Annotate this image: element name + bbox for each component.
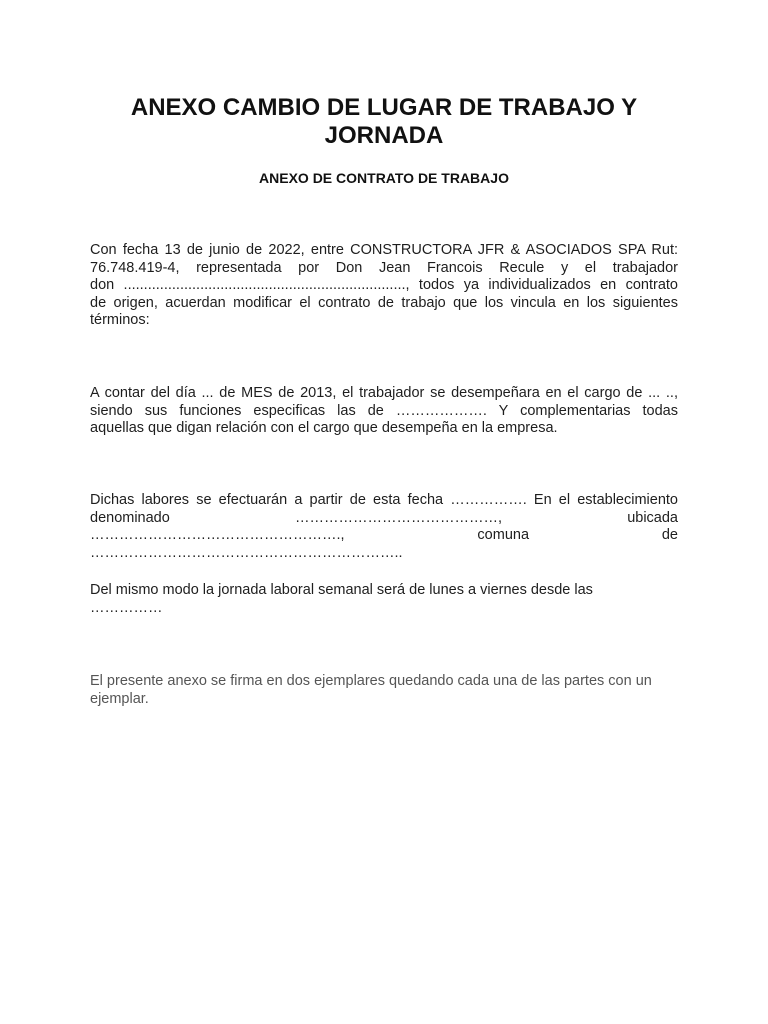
paragraph-line: de origen, acuerdan modificar el contrato de trabajo que los vincula en los siguientes [90,294,678,311]
paragraph-line: Dichas labores se efectuarán a partir de esta fecha ……………. En el establecimiento [90,492,678,508]
paragraph-line: siendo sus funciones especificas las de ………………. Y complementarias todas [90,402,678,419]
paragraph-workplace [90,492,678,562]
paragraph-position [90,385,678,438]
paragraph-line: A contar del día ... de MES de 2013, el trabajador se desempeñara en el cargo de ... .., [90,385,678,401]
paragraph-signature-note [90,673,678,708]
document-subtitle: ANEXO DE CONTRATO DE TRABAJO [259,170,509,186]
paragraph-line: 76.748.419-4, representada por Don Jean Francois Recule y el trabajador [90,259,678,276]
paragraph-line: don ......................................................................, todos ya individualizados en contrato [90,277,678,293]
paragraph-line: términos: [90,312,150,328]
paragraph-line: aquellas que digan relación con el cargo que desempeña en la empresa. [90,420,558,436]
paragraph-line: El presente anexo se firma en dos ejemplares quedando cada una de las partes con un [90,673,652,689]
paragraph-line: denominado ……………………………………, ubicada [90,509,678,526]
document-title: ANEXO CAMBIO DE LUGAR DE TRABAJO Y JORNADA [130,94,638,149]
paragraph-line: Con fecha 13 de junio de 2022, entre CONSTRUCTORA JFR & ASOCIADOS SPA Rut: [90,242,678,258]
paragraph-line: ……………………………………………., comuna de [90,527,678,543]
paragraph-line: ejemplar. [90,690,149,707]
paragraph-line: Del mismo modo la jornada laboral semanal será de lunes a viernes desde las [90,582,593,598]
paragraph-contract-parties [90,242,678,330]
paragraph-schedule [90,582,678,617]
paragraph-line: ……………………………………………………….. [90,544,403,561]
paragraph-line: …………… [90,599,163,616]
